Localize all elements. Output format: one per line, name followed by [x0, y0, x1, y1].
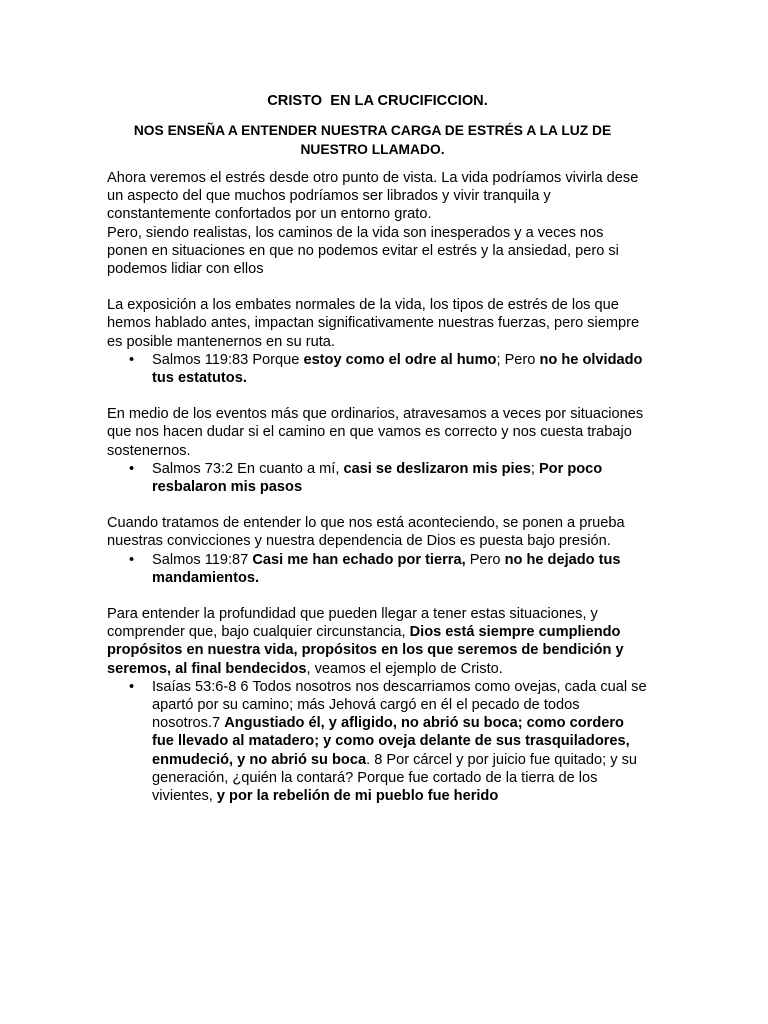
paragraph-3: La exposición a los embates normales de la vida, los tipos de estrés de los que hemos hablado antes, impactan significativamente nuestras fuerzas, pero siempre es posible mantenernos en su ruta.: [107, 297, 640, 350]
document-subtitle: NOS ENSEÑA A ENTENDER NUESTRA CARGA DE ESTRÉS A LA LUZ DE NUESTRO LLAMADO.: [133, 123, 612, 157]
paragraph-gap: [107, 387, 648, 405]
bullet-item-psalm-119-83: [129, 351, 648, 387]
bullet-icon: •: [129, 460, 135, 477]
bullet-item-psalm-73-2: [129, 460, 648, 496]
bullet-list-2: [107, 460, 648, 496]
bullet-bold-text: Por poco resbalaron mis pasos: [152, 460, 603, 496]
bullet-bold-text: casi se deslizaron mis pies: [343, 460, 531, 477]
bullet-text: . 8 Por cárcel y por juicio fue quitado; y su generación, ¿quién la contará? Porque fue cortado de la tierra de los vivientes,: [152, 751, 638, 805]
bullet-icon: •: [129, 351, 135, 368]
bullet-item-isaiah-53-6-8: [129, 678, 648, 805]
paragraph-text: , veamos el ejemplo de Cristo.: [306, 660, 503, 677]
bullet-list-4: [107, 678, 648, 805]
bullet-text: Salmos 119:83 Porque: [152, 351, 304, 368]
paragraph-gap: [107, 587, 648, 605]
document-title: CRISTO EN LA CRUCIFICCION.: [267, 93, 488, 109]
paragraph-5: Cuando tratamos de entender lo que nos está aconteciendo, se ponen a prueba nuestras convicciones y nuestra dependencia de Dios es puesta bajo presión.: [107, 515, 625, 550]
bullet-text: Salmos 119:87: [152, 551, 253, 568]
bullet-list-1: [107, 351, 648, 387]
bullet-text: ; Pero: [496, 351, 540, 368]
paragraph-6: [107, 605, 648, 678]
bullet-text: ;: [530, 460, 539, 477]
bullet-icon: •: [129, 551, 135, 568]
paragraph-1: Ahora veremos el estrés desde otro punto de vista. La vida podríamos vivirla dese un aspecto del que muchos podríamos ser librados y vivir tranquila y constantemente confortados por un entorno grato.: [107, 170, 639, 223]
bullet-list-3: [107, 551, 648, 587]
paragraph-gap: [107, 496, 648, 514]
bullet-bold-text: estoy como el odre al humo: [303, 351, 497, 368]
bullet-item-psalm-119-87: [129, 551, 648, 587]
bullet-text: Salmos 73:2 En cuanto a mí,: [152, 460, 344, 477]
bullet-bold-text: no he olvidado tus estatutos.: [152, 351, 643, 387]
bullet-icon: •: [129, 678, 135, 695]
bullet-text: Isaías 53:6-8 6 Todos nosotros nos descarriamos como ovejas, cada cual se apartó por su camino; más Jehová cargó en él el pecado de todos nosotros.7: [152, 678, 647, 732]
bullet-bold-text: Angustiado él, y afligido, no abrió su boca; como cordero fue llevado al matadero; y como oveja delante de sus trasquiladores, enmudeció, y no abrió su boca: [152, 715, 630, 768]
paragraph-bold-text: Dios está siempre cumpliendo propósitos en nuestra vida, propósitos en los que seremos de bendición y seremos, al final bendecidos: [107, 624, 624, 677]
bullet-bold-text: Casi me han echado por tierra,: [252, 551, 466, 568]
paragraph-gap: [107, 278, 648, 296]
bullet-bold-text: no he dejado tus mandamientos.: [152, 551, 621, 586]
paragraph-2: Pero, siendo realistas, los caminos de la vida son inesperados y a veces nos ponen en situaciones en que no podemos evitar el estrés y la ansiedad, pero si podemos lidiar con ellos: [107, 224, 619, 278]
bullet-text: Pero: [465, 551, 505, 568]
bullet-bold-text: y por la rebelión de mi pueblo fue herido: [216, 788, 499, 805]
paragraph-text: Para entender la profundidad que pueden llegar a tener estas situaciones, y comprender que, bajo cualquier circunstancia,: [107, 606, 598, 641]
paragraph-4: En medio de los eventos más que ordinarios, atravesamos a veces por situaciones que nos hacen dudar si el camino en que vamos es correcto y nos cuesta trabajo sostenernos.: [107, 406, 644, 459]
